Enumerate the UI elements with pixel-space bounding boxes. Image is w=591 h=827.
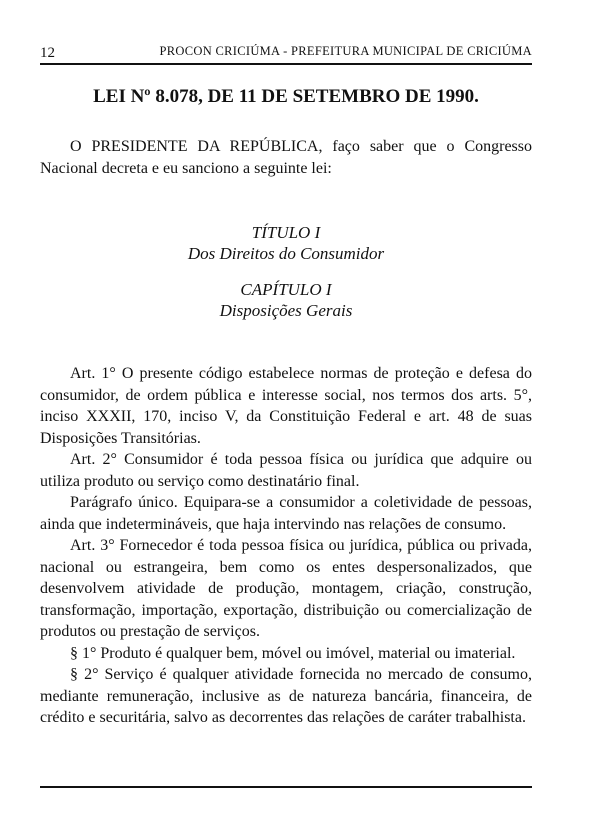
title-heading bbox=[40, 222, 532, 264]
header-rule bbox=[40, 63, 532, 65]
article-3-paragraph-1: § 1° Produto é qualquer bem, móvel ou imóvel, material ou imaterial. bbox=[70, 644, 516, 662]
article-3: Art. 3° Fornecedor é toda pessoa física ou jurídica, pública ou privada, nacional ou estrangeira, bem como os entes despersonalizados, que desenvolvem atividade de produção, montagem, criação, construção, transformação, importação, exportação, distribuição ou comercialização de produtos ou prestação de serviços. bbox=[40, 537, 532, 640]
title-label: TÍTULO I bbox=[251, 223, 321, 242]
document-body bbox=[40, 136, 532, 729]
footer-rule bbox=[40, 786, 532, 788]
article-3-paragraph-2: § 2° Serviço é qualquer atividade fornecida no mercado de consumo, mediante remuneração, inclusive as de natureza bancária, financeira, de crédito e securitária, salvo as decorrentes das relações de caráter trabalhista. bbox=[40, 666, 532, 726]
page-number: 12 bbox=[40, 45, 55, 61]
page-header bbox=[40, 42, 532, 62]
article-2: Art. 2° Consumidor é toda pessoa física ou jurídica que adquire ou utiliza produto ou serviço como destinatário final. bbox=[40, 451, 532, 490]
article-2-sole-paragraph: Parágrafo único. Equipara-se a consumidor a coletividade de pessoas, ainda que indetermináveis, que haja intervindo nas relações de consumo. bbox=[40, 494, 532, 533]
running-header-title: PROCON CRICIÚMA - PREFEITURA MUNICIPAL DE CRICIÚMA bbox=[159, 44, 532, 58]
chapter-label: CAPÍTULO I bbox=[240, 280, 332, 299]
chapter-heading bbox=[40, 279, 532, 321]
title-name: Dos Direitos do Consumidor bbox=[187, 244, 385, 263]
article-1: Art. 1° O presente código estabelece normas de proteção e defesa do consumidor, de ordem pública e interesse social, nos termos dos arts. 5°, inciso XXXII, 170, inciso V, da Constituição Federal e art. 48 de suas Disposições Transitórias. bbox=[40, 365, 532, 447]
intro-paragraph: O PRESIDENTE DA REPÚBLICA, faço saber que o Congresso Nacional decreta e eu sanciono a seguinte lei: bbox=[40, 138, 532, 177]
law-title: LEI Nº 8.078, DE 11 DE SETEMBRO DE 1990. bbox=[93, 86, 479, 107]
document-page bbox=[40, 0, 532, 827]
chapter-name: Disposições Gerais bbox=[219, 301, 353, 320]
